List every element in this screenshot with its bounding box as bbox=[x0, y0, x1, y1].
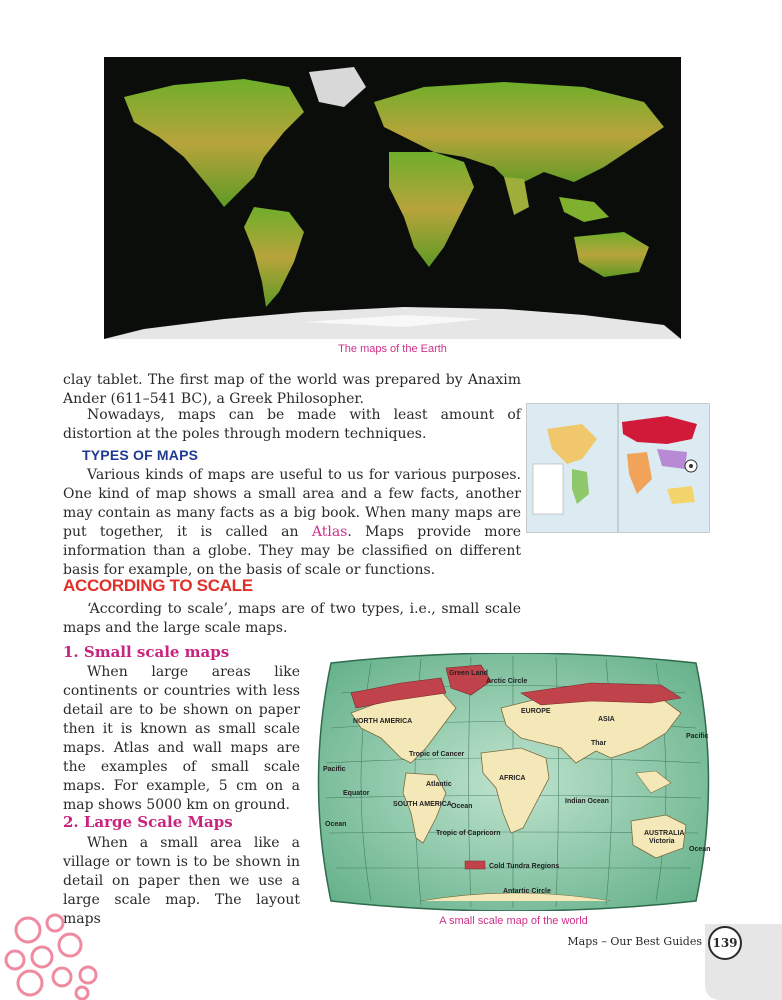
svg-text:Indian Ocean bbox=[565, 798, 609, 805]
svg-text:Ocean bbox=[689, 846, 710, 853]
label-atlantic: Atlantic bbox=[426, 781, 452, 788]
svg-text:Thar bbox=[591, 740, 606, 747]
label-south-america: SOUTH AMERICA bbox=[393, 801, 452, 808]
small-scale-map-caption: A small scale map of the world bbox=[439, 915, 588, 927]
paragraph-types-text-2: . Maps provide more information than a globe. They may be classified on different basis for example, on the basis of scale or functions. bbox=[63, 524, 521, 578]
svg-text:Tropic of Capricorn bbox=[436, 830, 501, 837]
earth-map-image bbox=[104, 57, 681, 339]
svg-text:Atlantic bbox=[426, 781, 452, 788]
page-number: 139 bbox=[712, 936, 738, 950]
svg-text:NORTH AMERICA bbox=[353, 718, 412, 725]
paragraph-scale-intro: ‘According to scale’, maps are of two types, i.e., small scale maps and the large scale maps. bbox=[63, 601, 521, 636]
svg-text:Pacific bbox=[686, 733, 709, 740]
label-cold-tundra: Cold Tundra Regions bbox=[489, 863, 560, 870]
svg-text:Ocean bbox=[451, 803, 472, 810]
large-scale-maps-heading: 2. Large Scale Maps bbox=[63, 813, 233, 831]
svg-text:Ocean bbox=[325, 821, 346, 828]
small-scale-world-map bbox=[311, 653, 716, 911]
label-greenland: Green Land bbox=[449, 670, 488, 677]
label-africa: AFRICA bbox=[499, 775, 526, 782]
political-map-image bbox=[527, 404, 709, 532]
label-australia: AUSTRALIA bbox=[644, 830, 685, 837]
small-scale-world-map-image bbox=[311, 653, 716, 911]
label-europe: EUROPE bbox=[521, 708, 551, 715]
earth-map-figure bbox=[104, 57, 681, 339]
svg-text:ASIA bbox=[598, 716, 615, 723]
svg-text:EUROPE bbox=[521, 708, 551, 715]
label-equator: Equator bbox=[343, 790, 370, 797]
political-map-thumbnail bbox=[526, 403, 710, 533]
label-pacific-right: Pacific bbox=[686, 733, 709, 740]
label-north-america: NORTH AMERICA bbox=[353, 718, 413, 725]
svg-text:Green Land bbox=[449, 670, 488, 677]
label-arctic-circle: Arctic Circle bbox=[486, 678, 528, 685]
according-to-scale-heading: ACCORDING TO SCALE bbox=[63, 576, 253, 595]
decorative-circles bbox=[0, 905, 110, 1000]
label-victoria: Victoria bbox=[649, 838, 675, 845]
earth-map-caption: The maps of the Earth bbox=[338, 343, 447, 355]
label-ocean-left: Ocean bbox=[325, 821, 347, 828]
label-pacific-left: Pacific bbox=[323, 766, 346, 773]
svg-text:Antartic Circle bbox=[503, 888, 551, 895]
label-tropic-cancer: Tropic of Cancer bbox=[409, 751, 465, 758]
svg-text:Arctic Circle bbox=[486, 678, 527, 685]
svg-text:Pacific bbox=[323, 766, 346, 773]
label-antarctic-circle: Antartic Circle bbox=[503, 888, 551, 895]
paragraph-types bbox=[63, 466, 521, 580]
paragraph-types-text-1: Various kinds of maps are useful to us for various purposes. One kind of map shows a small area and a few facts, another may contain as many facts as a big book. When many maps are put together, it is called an bbox=[63, 467, 521, 540]
svg-text:SOUTH AMERICA bbox=[393, 801, 452, 808]
paragraph-distortion: Nowadays, maps can be made with least amount of distortion at the poles through modern techniques. bbox=[63, 407, 521, 442]
label-ocean-right: Ocean bbox=[689, 846, 711, 853]
label-asia: ASIA bbox=[598, 716, 615, 723]
label-thar: Thar bbox=[591, 740, 607, 747]
page-number-badge bbox=[708, 926, 742, 960]
label-ocean-mid: Ocean bbox=[451, 803, 473, 810]
atlas-term: Atlas bbox=[311, 524, 348, 540]
paragraph-anaximander: clay tablet. The first map of the world was prepared by Anaxim Ander (611–541 BC), a Greek Philosopher. bbox=[63, 372, 521, 407]
svg-text:Tropic of Cancer bbox=[409, 751, 465, 758]
paragraph-large-scale: When a small area like a village or town is to be shown in detail on paper then we use a large scale map. The layout maps bbox=[63, 835, 300, 927]
svg-text:AUSTRALIA bbox=[644, 830, 684, 837]
small-scale-maps-heading: 1. Small scale maps bbox=[63, 643, 230, 661]
svg-text:Cold Tundra Regions bbox=[489, 863, 559, 870]
label-indian-ocean: Indian Ocean bbox=[565, 798, 609, 805]
svg-text:AFRICA bbox=[499, 775, 525, 782]
paragraph-small-scale: When large areas like continents or countries with less detail are to be shown on paper then it is known as small scale maps. Atlas and wall maps are the examples of small scale maps. For example, 5 cm on a map shows 5000 km on ground. bbox=[63, 664, 300, 813]
svg-text:Equator bbox=[343, 790, 370, 797]
label-tropic-capricorn: Tropic of Capricorn bbox=[436, 830, 501, 837]
svg-text:Victoria bbox=[649, 838, 675, 845]
footer-title: Maps – Our Best Guides bbox=[567, 935, 702, 948]
types-of-maps-heading: TYPES OF MAPS bbox=[82, 447, 199, 463]
